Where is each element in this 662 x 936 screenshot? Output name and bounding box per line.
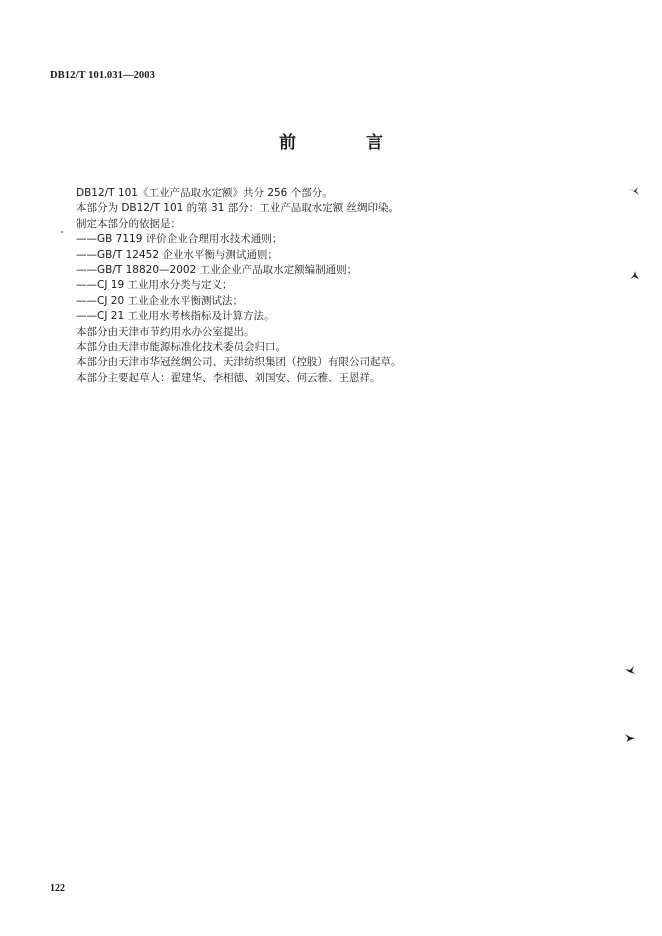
foreword-body: [76, 186, 616, 386]
body-line: DB12/T 101《工业产品取水定额》共分 256 个部分。: [76, 187, 333, 199]
body-line: 制定本部分的依据是：: [76, 217, 181, 230]
body-line: 本部分由天津市能源标准化技术委员会归口。: [76, 340, 286, 353]
reference-item: ——CJ 19 工业用水分类与定义；: [76, 279, 233, 292]
reference-item: ——GB/T 12452 企业水平衡与测试通则；: [76, 248, 278, 261]
scan-dot-icon: [61, 231, 63, 233]
scan-mark-icon: [624, 733, 636, 743]
scan-mark-icon: [624, 665, 636, 675]
reference-item: ——CJ 20 工业企业水平衡测试法；: [76, 294, 243, 307]
body-line: 本部分由天津市华冠丝绸公司、天津纺织集团（控股）有限公司起草。: [76, 356, 402, 369]
scan-mark-icon: [628, 186, 640, 196]
body-line: 本部分主要起草人：翟建华、李相德、刘国安、何云雅、王恩祥。: [76, 371, 381, 384]
page-number: 122: [50, 883, 65, 894]
body-line: 本部分由天津市节约用水办公室提出。: [76, 325, 255, 338]
page-title: 前 言: [279, 133, 415, 153]
standard-code: DB12/T 101.031—2003: [50, 70, 155, 81]
body-line: 本部分为 DB12/T 101 的第 31 部分：工业产品取水定额 丝绸印染。: [76, 202, 400, 215]
scan-mark-icon: [628, 270, 640, 280]
reference-item: ——GB/T 18820—2002 工业企业产品取水定额编制通则；: [76, 263, 358, 276]
reference-item: ——CJ 21 工业用水考核指标及计算方法。: [76, 310, 275, 323]
reference-item: ——GB 7119 评价企业合理用水技术通则；: [76, 233, 283, 246]
